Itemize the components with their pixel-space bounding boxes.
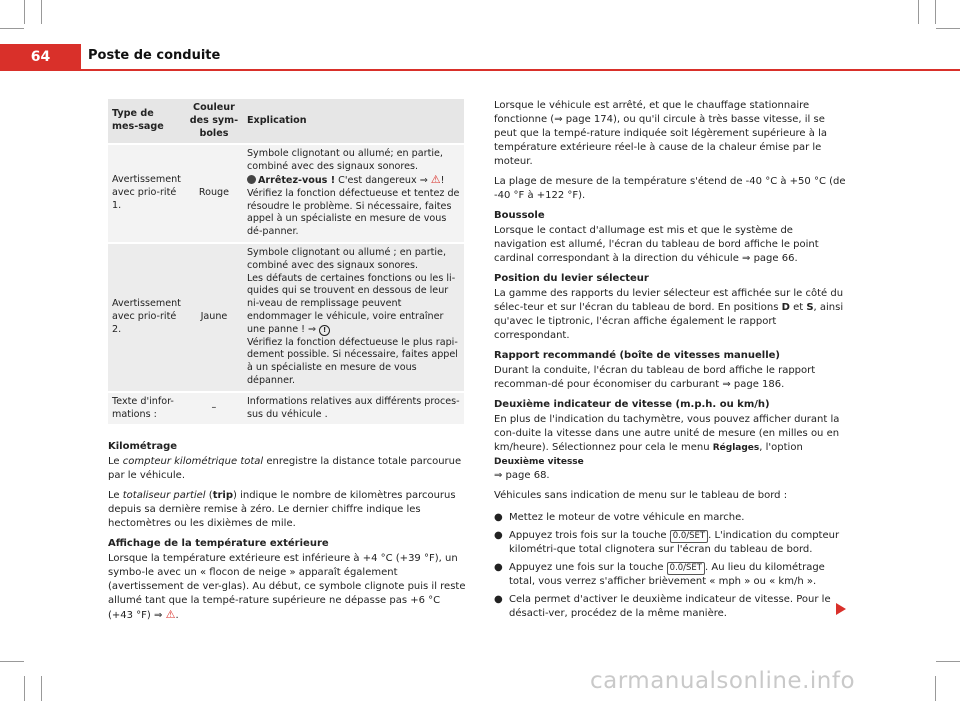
text: Lorsque la température extérieure est inférieure à +4 °C (+39 °F), un symbo-le avec un « flocon de neige » apparaît également (avertissement de ver-glas). Au début, ce symbole clignote puis il reste allumé tant que la tempé-rature supérieure ne dépasse pas +6 °C (+43 °F) ⇒: [108, 553, 466, 622]
text: , ainsi qu'avec le tiptronic, l'écran affiche également le rapport correspondant.: [494, 302, 844, 341]
paragraph: Durant la conduite, l'écran du tableau de bord affiche le rapport recomman-dé pour économiser du carburant ⇒ page 186.: [494, 365, 816, 390]
italic-text: compteur kilométrique total: [122, 456, 264, 468]
crop-mark: [935, 676, 936, 701]
warning-triangle-icon: ⚠: [430, 172, 441, 186]
crop-mark: [935, 0, 936, 24]
menu-name: Réglages: [712, 443, 760, 453]
row-color: Jaune: [185, 243, 243, 392]
expl-bold: Arrêtez-vous !: [257, 174, 336, 186]
table-header-type: Type de mes-sage: [108, 99, 185, 144]
paragraph: Lorsque le contact d'allumage est mis et que le système de navigation est allumé, l'écran du tableau de bord affiche le point cardinal correspondant à la direction du véhicule ⇒ page 66.: [494, 225, 819, 264]
expl-text: Symbole clignotant ou allumé; en partie, combiné avec des signaux sonores.: [246, 148, 443, 173]
row-explanation: Informations relatives aux différents proces-sus du véhicule .: [243, 392, 464, 426]
page-number: 64: [0, 44, 81, 70]
italic-text: totaliseur partiel: [122, 490, 206, 502]
section-title-lever: Position du levier sélecteur: [494, 273, 649, 284]
crop-mark: [24, 0, 25, 24]
warning-triangle-icon: ⚠: [165, 608, 176, 622]
paragraph: Lorsque le véhicule est arrêté, et que le chauffage stationnaire fonctionne (⇒ page 174), ou qu'il circule à très basse vitesse, il se peut que la tempé-rature indiquée soit légèrement supérieure à la température extérieure réel-le à cause de la chaleur émise par le moteur.: [494, 100, 827, 167]
expl-text: Vérifiez la fonction défectueuse et tentez de résoudre le problème. Si nécessaire, faites appel à un spécialiste en mesure de vous dé-panner.: [246, 187, 460, 238]
stop-icon: [247, 175, 256, 184]
text: Appuyez trois fois sur la touche: [509, 530, 670, 541]
table-row: [108, 144, 464, 243]
text: ⇒ page 68.: [494, 470, 550, 481]
table-row: [108, 243, 464, 392]
set-key: 0.0/SET: [667, 562, 705, 575]
text: et: [789, 302, 807, 313]
caution-icon: !: [319, 325, 330, 336]
table-row: [108, 392, 464, 426]
expl-text: C'est dangereux ⇒: [335, 174, 431, 186]
text: Cela permet d'activer le deuxième indicateur de vitesse. Pour le désacti-ver, procédez de la même manière.: [509, 594, 831, 619]
paragraph: [108, 455, 466, 483]
text: . Au lieu du kilométrage total, vous verrez s'afficher brièvement « mph » ou « km/h ».: [509, 562, 825, 587]
section-title-gear: Rapport recommandé (boîte de vitesses manuelle): [494, 350, 780, 361]
expl-text: !: [440, 174, 445, 186]
text: Le: [108, 456, 123, 468]
paragraph: [494, 413, 846, 483]
text: (: [205, 490, 213, 502]
list-item: [494, 511, 846, 525]
list-item: [494, 529, 846, 557]
paragraph: Véhicules sans indication de menu sur le tableau de bord :: [494, 490, 788, 501]
text: .: [175, 610, 179, 622]
text: , l'option: [759, 442, 803, 453]
header-rule: [0, 69, 960, 71]
bullet-icon: ●: [494, 562, 503, 573]
bold-text: D: [781, 302, 790, 313]
page-title: Poste de conduite: [88, 48, 221, 63]
list-item: [494, 593, 846, 621]
expl-text: Les défauts de certaines fonctions ou les li-quides qui se trouvent en dessous de leur ni-veau de remplissage peuvent endommager le véhicule, voire entraîner une panne ! ⇒: [246, 272, 456, 335]
watermark: carmanualsonline.info: [590, 668, 856, 694]
expl-text: Symbole clignotant ou allumé ; en partie, combiné avec des signaux sonores.: [246, 246, 447, 271]
paragraph: [108, 552, 466, 623]
bullet-icon: ●: [494, 594, 503, 605]
right-column: [494, 99, 846, 625]
row-color: Rouge: [185, 144, 243, 243]
option-name: Deuxième vitesse: [494, 457, 584, 467]
continue-arrow-icon: [836, 603, 846, 615]
table-header-explanation: Explication: [243, 99, 464, 144]
crop-mark: [936, 28, 960, 29]
row-type: Texte d'infor-mations :: [108, 392, 185, 426]
section-title-temperature: Affichage de la température extérieure: [108, 538, 329, 550]
crop-mark: [41, 676, 42, 701]
crop-mark: [0, 28, 24, 29]
table-header-color: Couleur des sym-boles: [185, 99, 243, 144]
set-key: 0.0/SET: [670, 530, 708, 543]
bullet-icon: ●: [494, 530, 503, 541]
message-table: [108, 99, 464, 426]
text: La gamme des rapports du levier sélecteur est affichée sur le côté du sélec-teur et sur l'écran du tableau de bord. En positions: [494, 288, 844, 313]
paragraph: [494, 287, 846, 343]
row-explanation: [243, 243, 464, 392]
row-type: Avertissement avec prio-rité 2.: [108, 243, 185, 392]
paragraph: [108, 489, 466, 531]
section-title-kilometrage: Kilométrage: [108, 441, 178, 453]
row-explanation: [243, 144, 464, 243]
row-color: –: [185, 392, 243, 426]
text: ) indique le nombre de kilomètres parcourus depuis sa dernière remise à zéro. Le dernier chiffre indique les hectomètres ou les dixièmes de mile.: [108, 490, 456, 530]
bold-text: trip: [212, 490, 233, 502]
section-title-speed: Deuxième indicateur de vitesse (m.p.h. ou km/h): [494, 399, 770, 410]
list-item: [494, 561, 846, 589]
expl-text: Vérifiez la fonction défectueuse le plus rapi-dement possible. Si nécessaire, faites appel à un spécialiste en mesure de vous dépanner.: [246, 336, 458, 386]
text: Le: [108, 490, 123, 502]
bold-text: S: [806, 302, 814, 313]
text: . L'indication du compteur kilométri-que total clignotera sur l'écran du tableau de bord.: [509, 530, 840, 555]
paragraph: La plage de mesure de la température s'étend de -40 °C à +50 °C (de -40 °F à +122 °F).: [494, 176, 846, 201]
bullet-icon: ●: [494, 512, 503, 523]
crop-mark: [936, 661, 960, 662]
crop-mark: [41, 0, 42, 24]
section-title-compass: Boussole: [494, 210, 545, 221]
text: Mettez le moteur de votre véhicule en marche.: [509, 512, 745, 523]
text: En plus de l'indication du tachymètre, vous pouvez afficher durant la con-duite la vitesse dans une autre unité de mesure (en milles ou en km/heure). Sélectionnez pour cela le menu: [494, 414, 840, 453]
row-type: Avertissement avec prio-rité 1.: [108, 144, 185, 243]
crop-mark: [918, 0, 919, 24]
text: Appuyez une fois sur la touche: [509, 562, 667, 573]
left-column: [108, 99, 466, 629]
crop-mark: [0, 661, 24, 662]
crop-mark: [24, 676, 25, 701]
text: enregistre la distance totale parcourue par le véhicule.: [108, 456, 462, 482]
